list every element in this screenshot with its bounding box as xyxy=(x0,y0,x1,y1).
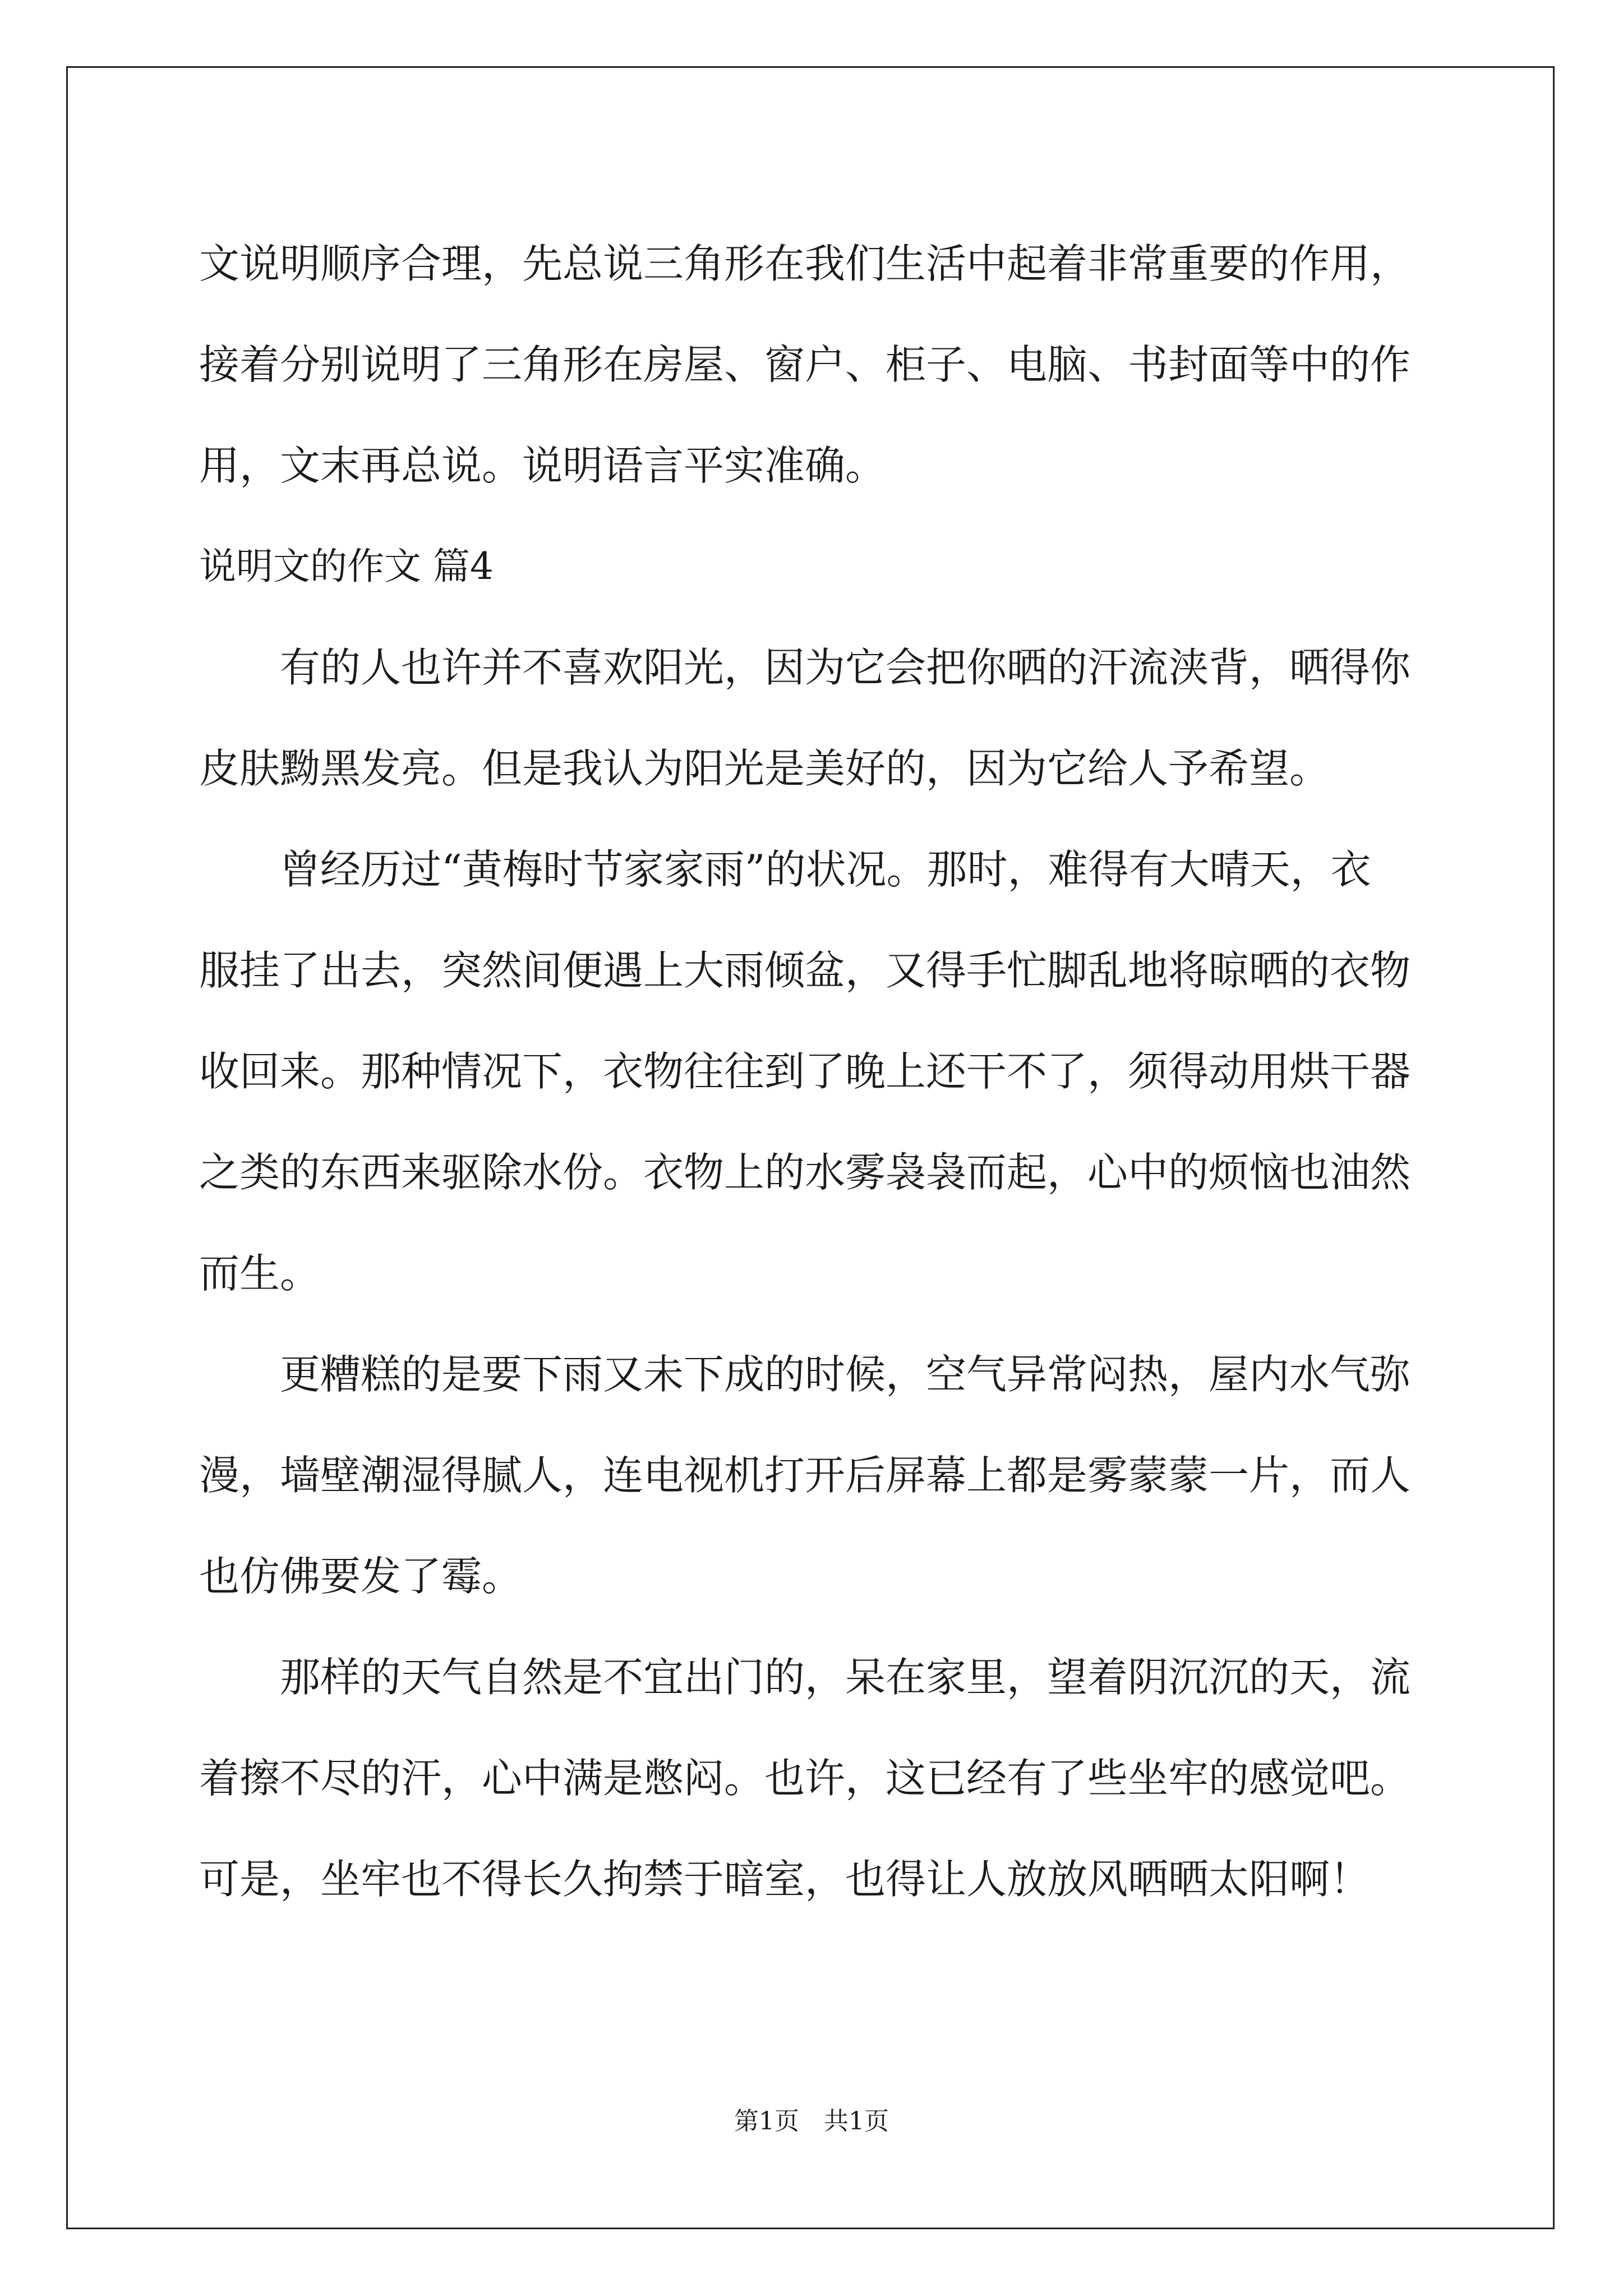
text-line: 之类的东西来驱除水份。衣物上的水雾袅袅而起，心中的烦恼也油然 xyxy=(199,1149,1411,1196)
text-line: 漫，墙壁潮湿得腻人，连电视机打开后屏幕上都是雾蒙蒙一片，而人 xyxy=(199,1452,1411,1499)
paragraph-first-line: 曾经历过“黄梅时节家家雨”的状况。那时，难得有大晴天，衣 xyxy=(280,846,1371,893)
text-line: 着擦不尽的汗，心中满是憋闷。也许，这已经有了些坐牢的感觉吧。 xyxy=(199,1755,1411,1802)
text-line: 可是，坐牢也不得长久拘禁于暗室，也得让人放放风晒晒太阳啊！ xyxy=(199,1856,1371,1903)
paragraph-first-line: 有的人也许并不喜欢阳光，因为它会把你晒的汗流浃背，晒得你 xyxy=(280,644,1411,691)
text-line: 文说明顺序合理，先总说三角形在我们生活中起着非常重要的作用， xyxy=(199,240,1411,287)
section-heading: 说明文的作文 篇4 xyxy=(199,545,494,588)
page-footer: 第1页 共1页 xyxy=(734,2107,889,2136)
text-line: 服挂了出去，突然间便遇上大雨倾盆，又得手忙脚乱地将晾晒的衣物 xyxy=(199,947,1411,994)
document-body xyxy=(199,213,1433,1930)
text-line: 也仿佛要发了霉。 xyxy=(199,1553,523,1600)
text-line: 接着分别说明了三角形在房屋、窗户、柜子、电脑、书封面等中的作 xyxy=(199,341,1411,388)
text-line: 收回来。那种情况下，衣物往往到了晚上还干不了，须得动用烘干器 xyxy=(199,1048,1411,1095)
paragraph-first-line: 更糟糕的是要下雨又未下成的时候，空气异常闷热，屋内水气弥 xyxy=(280,1351,1411,1398)
text-line: 用，文末再总说。说明语言平实准确。 xyxy=(199,442,886,489)
paragraph-first-line: 那样的天气自然是不宜出门的，呆在家里，望着阴沉沉的天，流 xyxy=(280,1654,1411,1701)
text-line: 皮肤黝黑发亮。但是我认为阳光是美好的，因为它给人予希望。 xyxy=(199,745,1330,792)
text-line: 而生。 xyxy=(199,1250,321,1297)
